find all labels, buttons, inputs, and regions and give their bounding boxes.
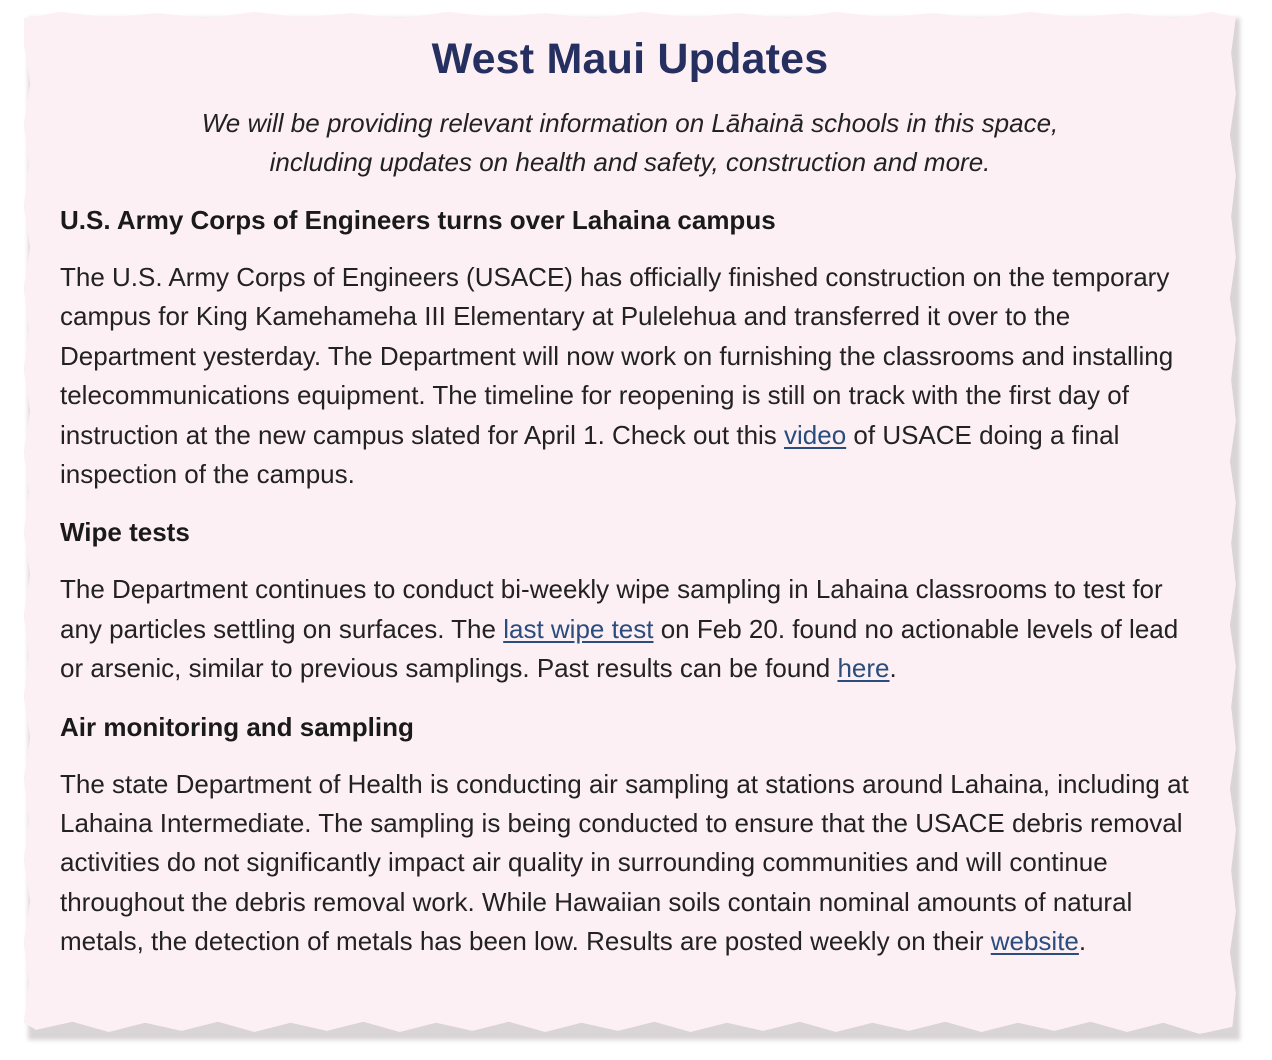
wipe-text-before-link: The Department continues to conduct bi-weekly wipe sampling in Lahaina classrooms to test for any particles settling on surfaces. The [60, 574, 1163, 644]
section-body-air-monitoring [60, 765, 1200, 962]
usace-text-after-link: of USACE doing a final inspection of the campus. [60, 419, 1120, 490]
video-link[interactable]: video [784, 419, 847, 450]
air-text-before-link: The state Department of Health is conducting air sampling at stations around Lahaina, including at Lahaina Intermediate. The sampling is being conducted to ensure that the USACE debris removal activities do not significantly impact air quality in surrounding communities and will continue throughout the debris removal work. While Hawaiian soils contain nominal amounts of natural metals, the detection of metals has been low. Results are posted weekly on their [60, 768, 1189, 957]
wipe-text-between-links: on Feb 20. found no actionable levels of lead or arsenic, similar to previous samplings. Past results can be found [60, 613, 1179, 684]
intro-line-1: We will be providing relevant information on Lāhainā schools in this space, [201, 108, 1059, 138]
usace-text-before-link: The U.S. Army Corps of Engineers (USACE) has officially finished construction on the temporary campus for King Kamehameha III Elementary at Pulelehua and transferred it over to the Department yesterday. The Department will now work on furnishing the classrooms and installing telecommunications equipment. The timeline for reopening is still on track with the first day of instruction at the new campus slated for April 1. Check out this [60, 262, 1174, 450]
page-title: West Maui Updates [431, 35, 829, 83]
section-heading-wipe-tests: Wipe tests [60, 517, 190, 548]
section-heading-usace: U.S. Army Corps of Engineers turns over Lahaina campus [60, 205, 776, 235]
wipe-text-after-links: . [889, 653, 897, 684]
section-body-wipe-tests [60, 570, 1200, 688]
section-heading-air-monitoring: Air monitoring and sampling [60, 711, 414, 742]
section-body-usace [60, 258, 1200, 494]
past-results-here-link[interactable]: here [837, 653, 890, 684]
intro-text [60, 104, 1200, 182]
last-wipe-test-link[interactable]: last wipe test [503, 613, 654, 644]
air-text-after-link: . [1078, 926, 1087, 957]
updates-content [60, 30, 1200, 962]
doh-website-link[interactable]: website [990, 926, 1079, 957]
intro-line-2: including updates on health and safety, construction and more. [269, 147, 991, 177]
